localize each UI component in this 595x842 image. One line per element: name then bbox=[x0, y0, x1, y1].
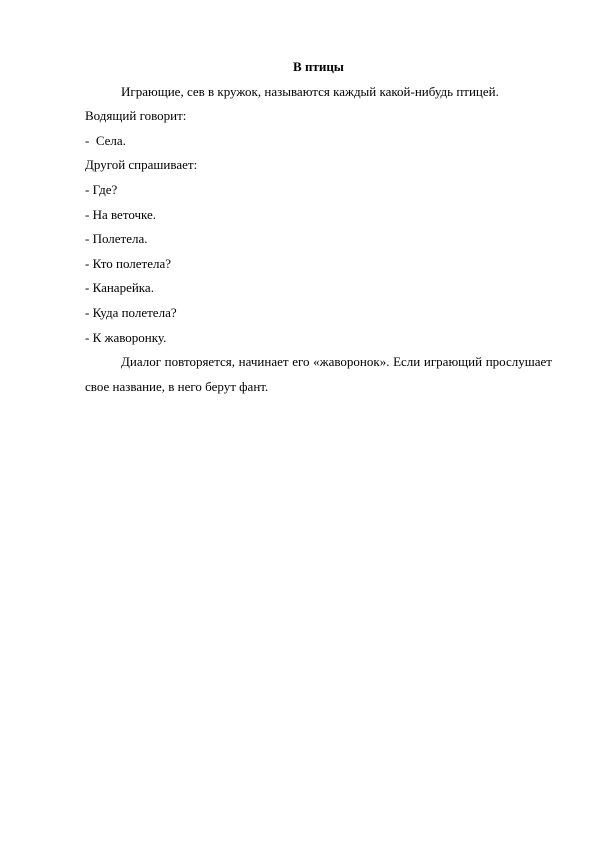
dialog-line-7: - Куда полетела? bbox=[85, 304, 177, 320]
dialog-line-6: - Канарейка. bbox=[85, 280, 154, 296]
paragraph-conclusion: Диалог повторяется, начинает его «жаворонок». Если играющий прослушает свое название, в него берут фант. bbox=[85, 354, 552, 394]
dialog-line-4: - Полетела. bbox=[85, 231, 148, 247]
paragraph-leader-says: Водящий говорит: bbox=[85, 108, 187, 124]
dialog-line-3: - На веточке. bbox=[85, 206, 157, 222]
paragraph-other-asks: Другой спрашивает: bbox=[85, 157, 198, 173]
dialog-line-1: - Села. bbox=[85, 132, 126, 148]
paragraph-intro: Играющие, сев в кружок, называются каждый какой-нибудь птицей. bbox=[121, 83, 499, 99]
document-body bbox=[85, 55, 552, 399]
document-title: В птицы bbox=[293, 59, 344, 74]
dialog-line-2: - Где? bbox=[85, 181, 118, 197]
dialog-line-8: - К жаворонку. bbox=[85, 329, 167, 345]
dialog-line-5: - Кто полетела? bbox=[85, 255, 172, 271]
